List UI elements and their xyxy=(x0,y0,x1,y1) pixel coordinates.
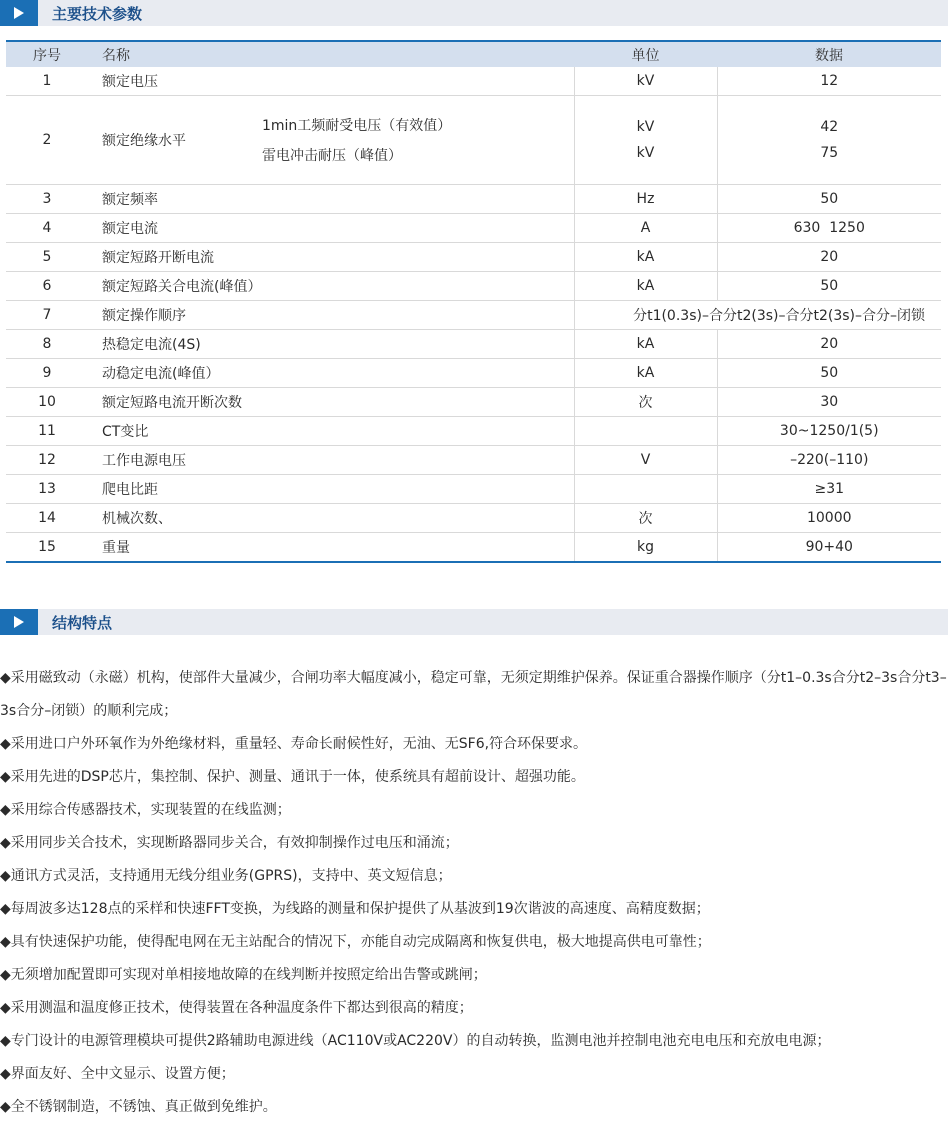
row-unit: 次 xyxy=(574,388,717,417)
feature-item: ◆采用先进的DSP芯片，集控制、保护、测量、通讯于一体，使系统具有超前设计、超强功能。 xyxy=(0,769,585,785)
row-name: 工作电源电压 xyxy=(102,453,186,469)
feature-item: ◆具有快速保护功能，使得配电网在无主站配合的情况下，亦能自动完成隔离和恢复供电，极大地提高供电可靠性； xyxy=(0,934,711,950)
feature-section-title: 结构特点 xyxy=(52,613,113,632)
row-no: 12 xyxy=(38,452,56,468)
row-name: 额定操作顺序 xyxy=(102,308,186,324)
row-value: 30 xyxy=(717,388,941,417)
header-no: 序号 xyxy=(6,41,88,67)
table-row xyxy=(6,96,941,185)
row-name: 热稳定电流(4S) xyxy=(102,337,201,353)
header-value: 数据 xyxy=(717,41,941,67)
feature-item: ◆通讯方式灵活，支持通用无线分组业务(GPRS)，支持中、英文短信息； xyxy=(0,868,452,884)
row-unit: kA xyxy=(574,330,717,359)
row-unit: kA xyxy=(574,359,717,388)
row-value: 630 1250 xyxy=(717,214,941,243)
row-name: 动稳定电流(峰值） xyxy=(102,366,220,382)
row-value: 50 xyxy=(717,185,941,214)
row-no: 9 xyxy=(42,365,52,381)
header-unit: 单位 xyxy=(574,41,717,67)
table-row xyxy=(6,214,941,243)
table-row xyxy=(6,243,941,272)
row-value: –220(–110) xyxy=(717,446,941,475)
row-name: 额定短路关合电流(峰值） xyxy=(102,279,262,295)
row-name: 额定电压 xyxy=(102,74,158,90)
sub-item-value: 42 xyxy=(820,119,839,135)
row-no: 2 xyxy=(42,132,52,148)
table-row xyxy=(6,504,941,533)
row-no: 6 xyxy=(42,278,52,294)
row-name: CT变比 xyxy=(102,424,149,440)
spec-section-header xyxy=(0,0,948,26)
feature-item: ◆采用综合传感器技术，实现装置的在线监测； xyxy=(0,802,291,818)
feature-item: ◆无须增加配置即可实现对单相接地故障的在线判断并按照定给出告警或跳闸； xyxy=(0,967,487,983)
feature-item: ◆采用测温和温度修正技术，使得装置在各种温度条件下都达到很高的精度； xyxy=(0,1000,473,1016)
row-value: 20 xyxy=(717,330,941,359)
row-unit: kA xyxy=(574,243,717,272)
play-arrow-icon xyxy=(0,0,38,26)
row-name: 爬电比距 xyxy=(102,482,158,498)
row-name: 重量 xyxy=(102,540,130,556)
row-value: 20 xyxy=(717,243,941,272)
table-row xyxy=(6,185,941,214)
row-value: 30~1250/1(5) xyxy=(717,417,941,446)
row-no: 13 xyxy=(38,481,56,497)
sub-item-value: 75 xyxy=(820,145,839,161)
row-unit: kA xyxy=(574,272,717,301)
feature-section-header xyxy=(0,609,948,635)
row-no: 14 xyxy=(38,510,56,526)
row-no: 3 xyxy=(42,191,52,207)
row-no: 8 xyxy=(42,336,52,352)
row-no: 5 xyxy=(42,249,52,265)
row-no: 15 xyxy=(38,539,56,555)
row-value: 90+40 xyxy=(717,533,941,563)
table-row xyxy=(6,475,941,504)
row-name: 额定频率 xyxy=(102,192,158,208)
row-unit xyxy=(574,475,717,504)
row-unit: Hz xyxy=(574,185,717,214)
table-row xyxy=(6,533,941,563)
feature-item: ◆采用磁致动（永磁）机构，使部件大量减少，合闸功率大幅度减小，稳定可靠，无须定期维护保养。保证重合器操作顺序（分t1–0.3s合分t2–3s合分t3–3s合分–闭锁）的顺利完成； xyxy=(0,670,947,719)
row-unit: kg xyxy=(574,533,717,563)
row-unit: V xyxy=(574,446,717,475)
table-row xyxy=(6,417,941,446)
row-value: 分t1(0.3s)–合分t2(3s)–合分t2(3s)–合分–闭锁 xyxy=(574,301,941,330)
sub-item-name: 1min工频耐受电压（有效值） xyxy=(262,118,452,134)
table-header-row xyxy=(6,41,941,67)
row-no: 7 xyxy=(42,307,52,323)
table-row xyxy=(6,272,941,301)
row-no: 1 xyxy=(42,73,52,89)
sub-item-unit: kV xyxy=(636,145,655,161)
row-unit: A xyxy=(574,214,717,243)
feature-list xyxy=(0,662,952,1124)
row-name: 额定电流 xyxy=(102,221,158,237)
row-name: 额定短路电流开断次数 xyxy=(102,395,242,411)
row-name: 机械次数、 xyxy=(102,511,172,527)
sub-item-name: 雷电冲击耐压（峰值） xyxy=(262,148,402,164)
row-name: 额定绝缘水平 xyxy=(102,133,186,149)
table-row xyxy=(6,330,941,359)
feature-item: ◆界面友好、全中文显示、设置方便； xyxy=(0,1066,235,1082)
spec-table xyxy=(6,40,941,563)
sub-item-unit: kV xyxy=(636,119,655,135)
feature-item: ◆采用进口户外环氧作为外绝缘材料，重量轻、寿命长耐候性好，无油、无SF6,符合环保要求。 xyxy=(0,736,588,752)
table-row xyxy=(6,388,941,417)
feature-item: ◆每周波多达128点的采样和快速FFT变换，为线路的测量和保护提供了从基波到19次谐波的高速度、高精度数据； xyxy=(0,901,710,917)
row-unit: 次 xyxy=(574,504,717,533)
row-no: 4 xyxy=(42,220,52,236)
row-no: 11 xyxy=(38,423,56,439)
play-arrow-icon xyxy=(0,609,38,635)
row-value: ≥31 xyxy=(717,475,941,504)
row-unit: kV xyxy=(574,67,717,96)
row-value: 12 xyxy=(717,67,941,96)
row-value: 50 xyxy=(717,359,941,388)
spec-section-title: 主要技术参数 xyxy=(52,4,143,23)
row-value: 10000 xyxy=(717,504,941,533)
table-row xyxy=(6,359,941,388)
feature-item: ◆全不锈钢制造，不锈蚀、真正做到免维护。 xyxy=(0,1099,277,1115)
header-name: 名称 xyxy=(88,41,574,67)
row-no: 10 xyxy=(38,394,56,410)
table-row xyxy=(6,67,941,96)
row-unit xyxy=(574,417,717,446)
row-name: 额定短路开断电流 xyxy=(102,250,214,266)
feature-item: ◆专门设计的电源管理模块可提供2路辅助电源进线（AC110V或AC220V）的自动转换，监测电池并控制电池充电电压和充放电电源； xyxy=(0,1033,831,1049)
row-value: 50 xyxy=(717,272,941,301)
feature-item: ◆采用同步关合技术，实现断路器同步关合，有效抑制操作过电压和涌流； xyxy=(0,835,459,851)
table-row xyxy=(6,301,941,330)
table-row xyxy=(6,446,941,475)
